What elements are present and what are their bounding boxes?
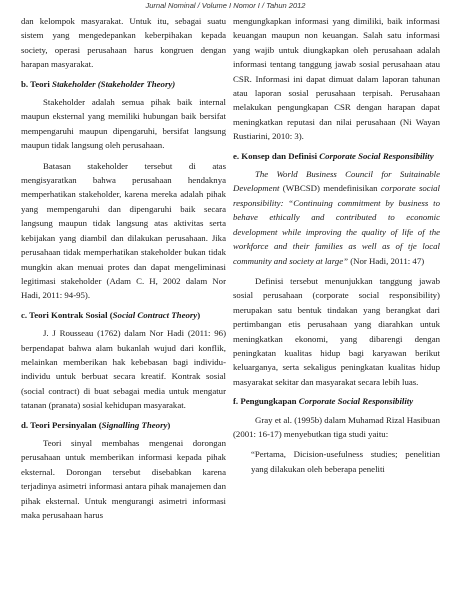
right-column: [233, 14, 440, 476]
paragraph: J. J Rousseau (1762) dalam Nor Hadi (2011: 96) berpendapat bahwa alam bukanlah wujud dari konflik, melainkan memberikan hak kebebasan bagi individu-individu untuk berbuat secara kreatif. Kontrak sosial (social contract) di buat sebagai media untuk mengatur tatanan (pranata) sosial kehidupan masyarakat.: [21, 328, 226, 411]
paragraph: Stakeholder adalah semua pihak baik internal maupun eksternal yang memiliki hubungan baik bersifat mempengaruhi maupun dipengaruhi, bersifat langsung maupun tidak langsung oleh perusahaan.: [21, 97, 226, 151]
quote-paragraph: “Pertama, Dicision-usefulness studies; penelitian yang dilakukan oleh beberapa peneliti: [251, 449, 440, 474]
paragraph: Definisi tersebut menunjukkan tanggung jawab sosial perusahaan (corporate social responsibility) merupakan satu bentuk tindakan yang berangkat dari pertimbangan etis perusahaan yang diarahkan untuk meningkatkan ekonomi, yang dibarengi dengan peningkatan kualitas hidup bagi karyawan berikut keluarganya, serta sekaligus peningkatan kualitas hidup masyarakat sekitar dan masyarakat secara lebih luas.: [233, 275, 440, 387]
section-heading-c: c. Teori Kontrak Sosial (Social Contract Theory): [21, 309, 201, 320]
section-heading-d: d. Teori Persinyalan (Signalling Theory): [21, 419, 171, 430]
left-column: [21, 14, 226, 522]
section-heading-f: f. Pengungkapan Corporate Social Responsibility: [233, 396, 414, 407]
paragraph: Teori sinyal membahas mengenai dorongan perusahaan untuk memberikan informasi kepada pihak eksternal. Dorongan tersebut disebabkan karena terjadinya asimetri informasi antara pihak manajemen dan pihak eksternal. Untuk mengurangi asimetri informasi maka perusahaan harus: [21, 437, 226, 520]
section-heading-b: b. Teori Stakeholder (Stakeholder Theory): [21, 78, 176, 89]
paragraph: dan kelompok masyarakat. Untuk itu, sebagai suatu sistem yang mengedepankan keberpihakan kepada society, operasi perusahaan harus kongruen dengan harapan masyarakat.: [21, 16, 226, 70]
paragraph: mengungkapkan informasi yang dimiliki, baik informasi keuangan maupun non keuangan. Salah satu informasi yang wajib untuk diungkapkan oleh perusahaan adalah informasi tentang tanggung jawab sosial perusahaan atau CSR. Informasi ini dapat dimuat dalam laporan tahunan atau laporan sosial perusahaan terpisah. Perusahaan melakukan pengungkapan CSR dengan harapan dapat meningkatkan reputasi dan nilai perusahaan (Ni Wayan Rustiarini, 2010: 3).: [233, 16, 440, 142]
definition-paragraph: The World Business Council for Suitainable Development (WBCSD) mendefinisikan corporate social responsibility: “Continuing commitment by business to behave ethically and contributed to economic development while improving the quality of life of the workforce and their families as well as of tje local community and society at large” (Nor Hadi, 2011: 47): [233, 169, 440, 266]
paragraph: Gray et al. (1995b) dalam Muhamad Rizal Hasibuan (2001: 16-17) menyebutkan tiga studi yaitu:: [233, 414, 440, 439]
section-heading-e: e. Konsep dan Definisi Corporate Social Responsibility: [233, 150, 434, 161]
journal-header: Jurnal Nominal / Volume I Nomor I / Tahun 2012: [145, 1, 306, 10]
paragraph: Batasan stakeholder tersebut di atas mengisyaratkan bahwa perusahaan hendaknya memperhatikan stakeholder, karena mereka adalah pihak yang mempengaruhi dan dipengaruhi baik secara langsung maupun tidak langsung atas aktivitas serta kebijakan yang diambil dan dilakukan perusahaan. Jika perusahaan tidak memperhatikan stakeholder bukan tidak mungkin akan menuai protes dan dapat mengeliminasi legitimasi stakeholder (Adam C. H, 2002 dalam Nor Hadi, 2011: 94-95).: [21, 160, 226, 301]
